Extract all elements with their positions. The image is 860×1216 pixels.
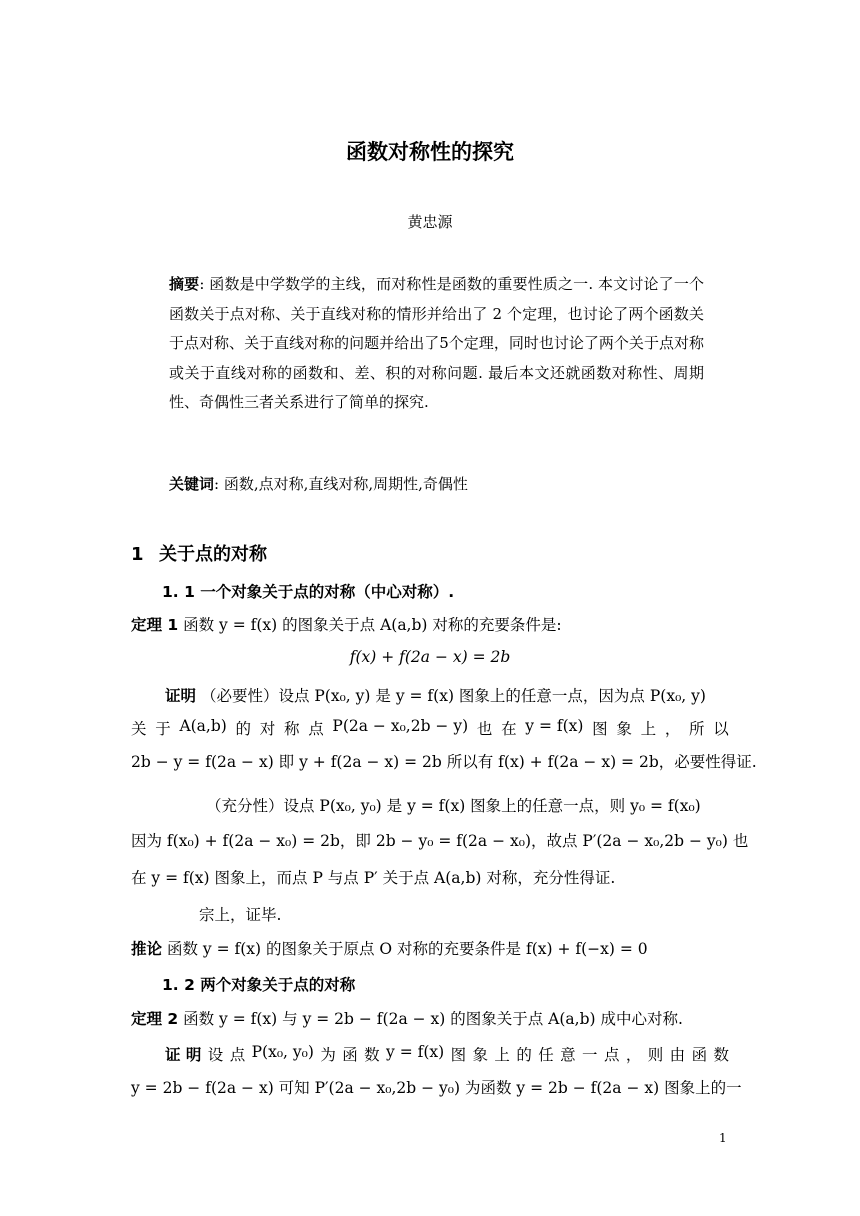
text-token: 所 (689, 720, 705, 738)
subsection-heading-1: 1. 1 一个对象关于点的对称（中心对称）. (162, 583, 455, 601)
section-heading (131, 540, 267, 566)
text-token: 的 (516, 1046, 532, 1064)
text-token: A(a,b) (179, 717, 227, 735)
text-token: 上 (494, 1046, 510, 1064)
proof-1-line-2 (131, 717, 729, 739)
text-token: 称 (283, 720, 300, 738)
text-token: P(x₀, y₀) (251, 1043, 314, 1061)
theorem-2 (131, 1007, 683, 1029)
abstract-paragraph (169, 270, 704, 418)
proof-1-line-1 (165, 684, 706, 706)
text-token: 则 (647, 1046, 664, 1064)
proof-1-line-5: 因为 f(x₀) + f(2a − x₀) = 2b，即 2b − y₀ = f(2a − x₀)，故点 P′(2a − x₀,2b − y₀) 也 (131, 832, 749, 850)
proof-1-line-4: （充分性）设点 P(x₀, y₀) 是 y = f(x) 图象上的任意一点，则 y₀ = f(x₀) (206, 797, 701, 815)
theorem-1-formula: f(x) + f(2a − x) = 2b (349, 648, 511, 666)
text-token: 点 (229, 1046, 246, 1064)
proof-1-line-7: 宗上，证毕. (199, 906, 282, 924)
text-token: 一 (582, 1046, 598, 1064)
text-token: 关 (131, 720, 147, 738)
section-title: 关于点的对称 (159, 544, 267, 565)
text-token: 在 (501, 720, 517, 738)
theorem-2-label: 定理 2 (131, 1010, 179, 1028)
theorem-1 (131, 613, 562, 635)
text-token: 对 (259, 720, 276, 738)
text-token: 于 (155, 720, 171, 738)
paper-title: 函数对称性的探究 (346, 140, 514, 164)
theorem-2-text: 函数 y = f(x) 与 y = 2b − f(2a − x) 的图象关于点 A(a,b) 成中心对称. (183, 1010, 683, 1028)
keywords-label: 关键词 (169, 475, 215, 493)
text-token: 函 (342, 1046, 358, 1064)
abstract-label: 摘要 (169, 275, 200, 293)
proof-1-text-1: （必要性）设点 P(x₀, y) 是 y = f(x) 图象上的任意一点，因为点 P(x₀, y) (200, 687, 706, 705)
corollary-text: 函数 y = f(x) 的图象关于原点 O 对称的充要条件是 f(x) + f(−x) = 0 (166, 940, 648, 958)
text-token: P(2a − x₀,2b − y) (332, 717, 469, 735)
theorem-1-text: 函数 y = f(x) 的图象关于点 A(a,b) 对称的充要条件是: (183, 616, 562, 634)
text-token: ， (664, 720, 681, 738)
text-token: 设 (207, 1046, 224, 1064)
text-token: 点 (308, 720, 324, 738)
text-token: 点 (603, 1046, 620, 1064)
proof-2-line-2: y = 2b − f(2a − x) 可知 P′(2a − x₀,2b − y₀) 为函数 y = 2b − f(2a − x) 图象上的一 (131, 1079, 742, 1097)
text-token: 图 (450, 1046, 467, 1064)
text-token: 的 (235, 720, 252, 738)
proof-1-line-3: 2b − y = f(2a − x) 即 y + f(2a − x) = 2b 所以有 f(x) + f(2a − x) = 2b，必要性得证. (131, 753, 757, 771)
text-token: 也 (476, 720, 493, 738)
text-token: ， (625, 1046, 642, 1064)
text-token: y = f(x) (525, 717, 584, 735)
text-token: 上 (640, 720, 657, 738)
corollary (131, 937, 648, 959)
text-token: y = f(x) (386, 1043, 445, 1061)
text-token: 图 (592, 720, 608, 738)
subsection-heading-2: 1. 2 两个对象关于点的对称 (162, 976, 356, 994)
theorem-1-label: 定理 1 (131, 616, 179, 634)
text-token: 由 (669, 1046, 686, 1064)
text-token: 函 (691, 1046, 708, 1064)
text-token: 数 (364, 1046, 380, 1064)
abstract-text: : 函数是中学数学的主线，而对称性是函数的重要性质之一. 本文讨论了一个函数关于点对称、关于直线对称的情形并给出了 2 个定理，也讨论了两个函数关于点对称、关于直线对称的问题并给出了5个定理，同时也讨论了两个关于点对称或关于直线对称的函数和、差、积的对称问题. 最后本文还就函数对称性、周期性、奇偶性三者关系进行了简单的探究. (169, 275, 704, 411)
keywords-line (169, 473, 468, 494)
proof-2-label: 证 明 (165, 1046, 202, 1064)
proof-1-label: 证明 (165, 687, 197, 705)
section-number: 1 (131, 544, 144, 565)
page-number: 1 (719, 1131, 727, 1145)
text-token: 数 (713, 1046, 729, 1064)
text-token: 意 (560, 1046, 576, 1064)
text-token: 象 (472, 1046, 489, 1064)
text-token: 象 (616, 720, 632, 738)
proof-1-line-6: 在 y = f(x) 图象上，而点 P 与点 P′ 关于点 A(a,b) 对称，充分性得证. (131, 869, 616, 887)
keywords-text: : 函数,点对称,直线对称,周期性,奇偶性 (214, 475, 468, 493)
proof-2-line-1 (165, 1043, 729, 1065)
corollary-label: 推论 (131, 940, 163, 958)
text-token: 任 (538, 1046, 554, 1064)
text-token: 以 (713, 720, 729, 738)
author-name: 黄忠源 (407, 213, 453, 231)
text-token: 为 (320, 1046, 336, 1064)
